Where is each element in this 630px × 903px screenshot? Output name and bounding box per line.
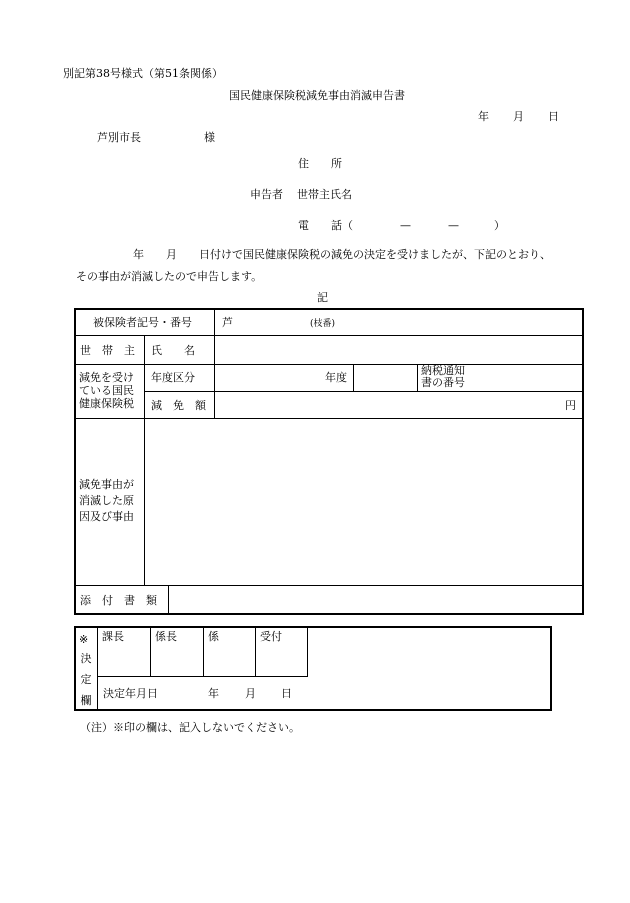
reason-label: 減免事由が消滅した原因及び事由 xyxy=(79,478,134,523)
year-class-label: 年度区分 xyxy=(151,371,195,384)
decision-col-divider xyxy=(97,627,98,710)
reason-field[interactable] xyxy=(147,421,581,583)
phone-dash-1: — xyxy=(400,219,411,232)
date-month-label: 月 xyxy=(513,110,524,123)
addressee-sama: 様 xyxy=(204,131,215,144)
decision-date-label: 決定年月日 xyxy=(103,687,158,700)
row-divider xyxy=(75,364,583,365)
address-field[interactable] xyxy=(360,153,580,173)
phone-close: ） xyxy=(494,219,505,232)
col-divider xyxy=(417,364,418,392)
row-divider xyxy=(75,418,583,419)
year-class-field[interactable] xyxy=(217,366,321,390)
insured-number-label: 被保険者記号・番号 xyxy=(93,316,192,329)
footnote: （注）※印の欄は、記入しないでください。 xyxy=(80,721,300,734)
decision-day-label: 日 xyxy=(281,687,292,700)
col-divider xyxy=(353,364,354,392)
stamp-row-divider xyxy=(98,676,308,677)
decision-month-label: 月 xyxy=(245,687,256,700)
applicant-role-label: 申告者 xyxy=(250,188,283,201)
row-divider xyxy=(75,585,583,586)
col-divider xyxy=(214,309,215,336)
attachments-label: 添 付 書 類 xyxy=(80,594,157,607)
date-day-label: 日 xyxy=(548,110,559,123)
row-divider xyxy=(145,391,583,392)
body-line-2: その事由が消滅したので申告します。 xyxy=(76,270,263,283)
insured-prefix: 芦 xyxy=(222,316,233,329)
stamp-col-divider xyxy=(255,627,256,676)
stamp-col-divider xyxy=(307,627,308,676)
page-title: 国民健康保険税減免事由消滅申告書 xyxy=(229,89,405,102)
nendo-label: 年度 xyxy=(325,371,347,384)
ki-heading: 記 xyxy=(317,291,328,304)
branch-number-field[interactable] xyxy=(350,311,580,333)
reception-label: 受付 xyxy=(260,630,282,643)
householder-label: 世 帯 主 xyxy=(80,344,135,357)
decision-mark: ※ xyxy=(79,633,89,646)
date-year-label: 年 xyxy=(478,110,489,123)
form-number: 別記第38号様式（第51条関係） xyxy=(63,67,223,80)
reduction-amount-label: 減 免 額 xyxy=(151,399,206,412)
stamp-col-divider xyxy=(203,627,204,676)
yen-label: 円 xyxy=(565,399,576,412)
phone-label: 電 話（ xyxy=(298,219,353,232)
householder-name-field[interactable] xyxy=(360,184,580,204)
phone-dash-2: — xyxy=(448,219,459,232)
decision-year-label: 年 xyxy=(208,687,219,700)
householder-name-cell-field[interactable] xyxy=(217,338,581,362)
attachments-field[interactable] xyxy=(171,588,581,612)
householder-name-cell-label: 氏 名 xyxy=(151,344,195,357)
insured-number-field[interactable] xyxy=(236,311,306,333)
reduction-amount-field[interactable] xyxy=(217,394,561,416)
subsection-chief-label: 係長 xyxy=(155,630,177,643)
address-label: 住 所 xyxy=(298,157,342,170)
reduced-tax-label: 減免を受けている国民健康保険税 xyxy=(79,371,134,410)
decision-vertical-label: 決定欄 xyxy=(80,652,92,707)
phone-field[interactable] xyxy=(372,215,492,235)
addressee-mayor: 芦別市長 xyxy=(97,131,141,144)
staff-label: 係 xyxy=(208,630,219,643)
body-line-1: 年 月 日付けで国民健康保険税の減免の決定を受けましたが、下記のとおり、 xyxy=(133,248,551,261)
section-chief-label: 課長 xyxy=(102,630,124,643)
col-divider xyxy=(168,586,169,614)
householder-name-label: 世帯主氏名 xyxy=(297,188,352,201)
notice-number-field[interactable] xyxy=(472,366,581,390)
col-divider xyxy=(144,336,145,585)
col-divider xyxy=(214,336,215,419)
stamp-col-divider xyxy=(150,627,151,676)
notice-number-label: 納税通知書の番号 xyxy=(421,364,465,389)
row-divider xyxy=(75,335,583,336)
branch-number-label: (枝番) xyxy=(310,319,336,329)
